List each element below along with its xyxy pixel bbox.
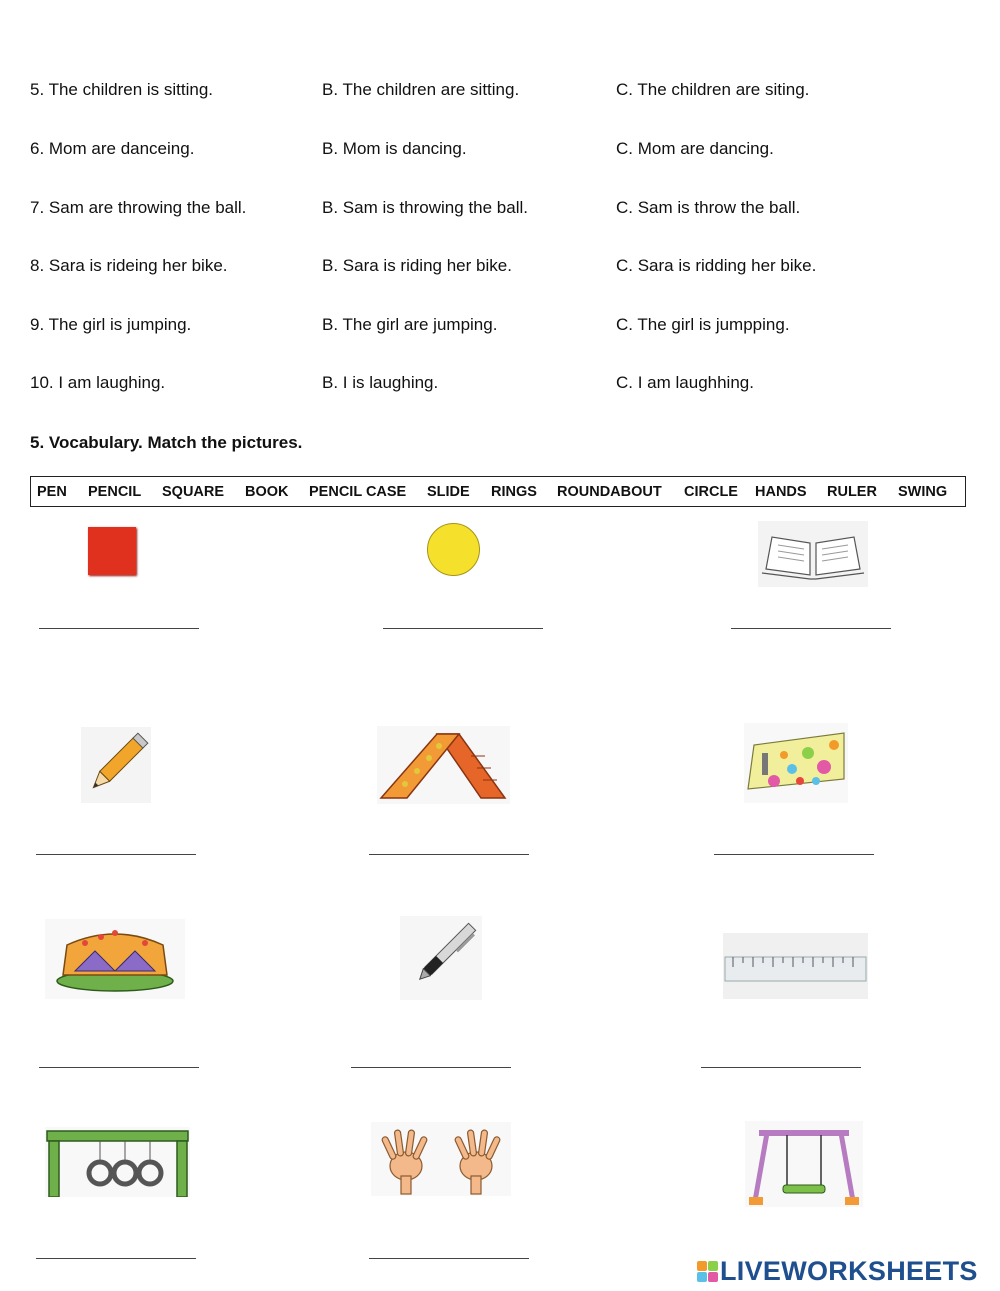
option-c[interactable]: C. The children are siting.	[616, 80, 810, 99]
rings-icon	[45, 1127, 190, 1197]
word-bank-item: CIRCLE	[684, 484, 738, 500]
answer-blank[interactable]	[369, 1258, 529, 1259]
word-bank	[30, 476, 966, 507]
option-b[interactable]: B. The girl are jumping.	[322, 315, 498, 334]
word-bank-item: PENCIL CASE	[309, 484, 407, 500]
option-b[interactable]: B. Sara is riding her bike.	[322, 256, 512, 275]
hands-icon	[371, 1122, 511, 1196]
circle-icon	[427, 523, 480, 576]
book-icon	[758, 521, 868, 587]
answer-blank[interactable]	[731, 628, 891, 629]
option-a[interactable]: 7. Sam are throwing the ball.	[30, 198, 247, 217]
word-bank-item: SWING	[898, 484, 948, 500]
pencil-case-icon	[744, 723, 848, 803]
word-bank-item: BOOK	[245, 484, 289, 500]
word-bank-item: RULER	[827, 484, 877, 500]
option-a[interactable]: 9. The girl is jumping.	[30, 315, 192, 334]
answer-blank[interactable]	[369, 854, 529, 855]
answer-blank[interactable]	[39, 1067, 199, 1068]
answer-blank[interactable]	[714, 854, 874, 855]
option-a[interactable]: 8. Sara is rideing her bike.	[30, 256, 228, 275]
logo-grid-icon	[697, 1261, 718, 1282]
section-title: 5. Vocabulary. Match the pictures.	[30, 433, 303, 452]
answer-blank[interactable]	[701, 1067, 861, 1068]
option-c[interactable]: C. Sara is ridding her bike.	[616, 256, 817, 275]
word-bank-item: RINGS	[491, 484, 537, 500]
option-c[interactable]: C. Mom are dancing.	[616, 139, 774, 158]
word-bank-item: SLIDE	[427, 484, 470, 500]
option-b[interactable]: B. Sam is throwing the ball.	[322, 198, 528, 217]
slide-icon	[377, 726, 510, 804]
logo-text: LIVEWORKSHEETS	[720, 1255, 978, 1286]
pencil-icon	[81, 727, 151, 803]
word-bank-item: PEN	[37, 484, 67, 500]
square-icon	[88, 527, 136, 575]
answer-blank[interactable]	[39, 628, 199, 629]
answer-blank[interactable]	[383, 628, 543, 629]
word-bank-item: HANDS	[755, 484, 807, 500]
option-a[interactable]: 5. The children is sitting.	[30, 80, 213, 99]
option-c[interactable]: C. The girl is jumpping.	[616, 315, 790, 334]
word-bank-item: SQUARE	[162, 484, 225, 500]
option-b[interactable]: B. Mom is dancing.	[322, 139, 467, 158]
liveworksheets-logo	[697, 1256, 978, 1286]
answer-blank[interactable]	[36, 1258, 196, 1259]
option-c[interactable]: C. I am laughhing.	[616, 373, 754, 392]
answer-blank[interactable]	[36, 854, 196, 855]
option-c[interactable]: C. Sam is throw the ball.	[616, 198, 801, 217]
option-b[interactable]: B. The children are sitting.	[322, 80, 520, 99]
word-bank-item: PENCIL	[88, 484, 142, 500]
option-a[interactable]: 6. Mom are danceing.	[30, 139, 195, 158]
option-a[interactable]: 10. I am laughing.	[30, 373, 166, 392]
ruler-icon	[723, 933, 868, 999]
word-bank-item: ROUNDABOUT	[557, 484, 662, 500]
answer-blank[interactable]	[351, 1067, 511, 1068]
roundabout-icon	[45, 919, 185, 999]
pen-icon	[400, 916, 482, 1000]
option-b[interactable]: B. I is laughing.	[322, 373, 439, 392]
swing-icon	[745, 1121, 863, 1207]
